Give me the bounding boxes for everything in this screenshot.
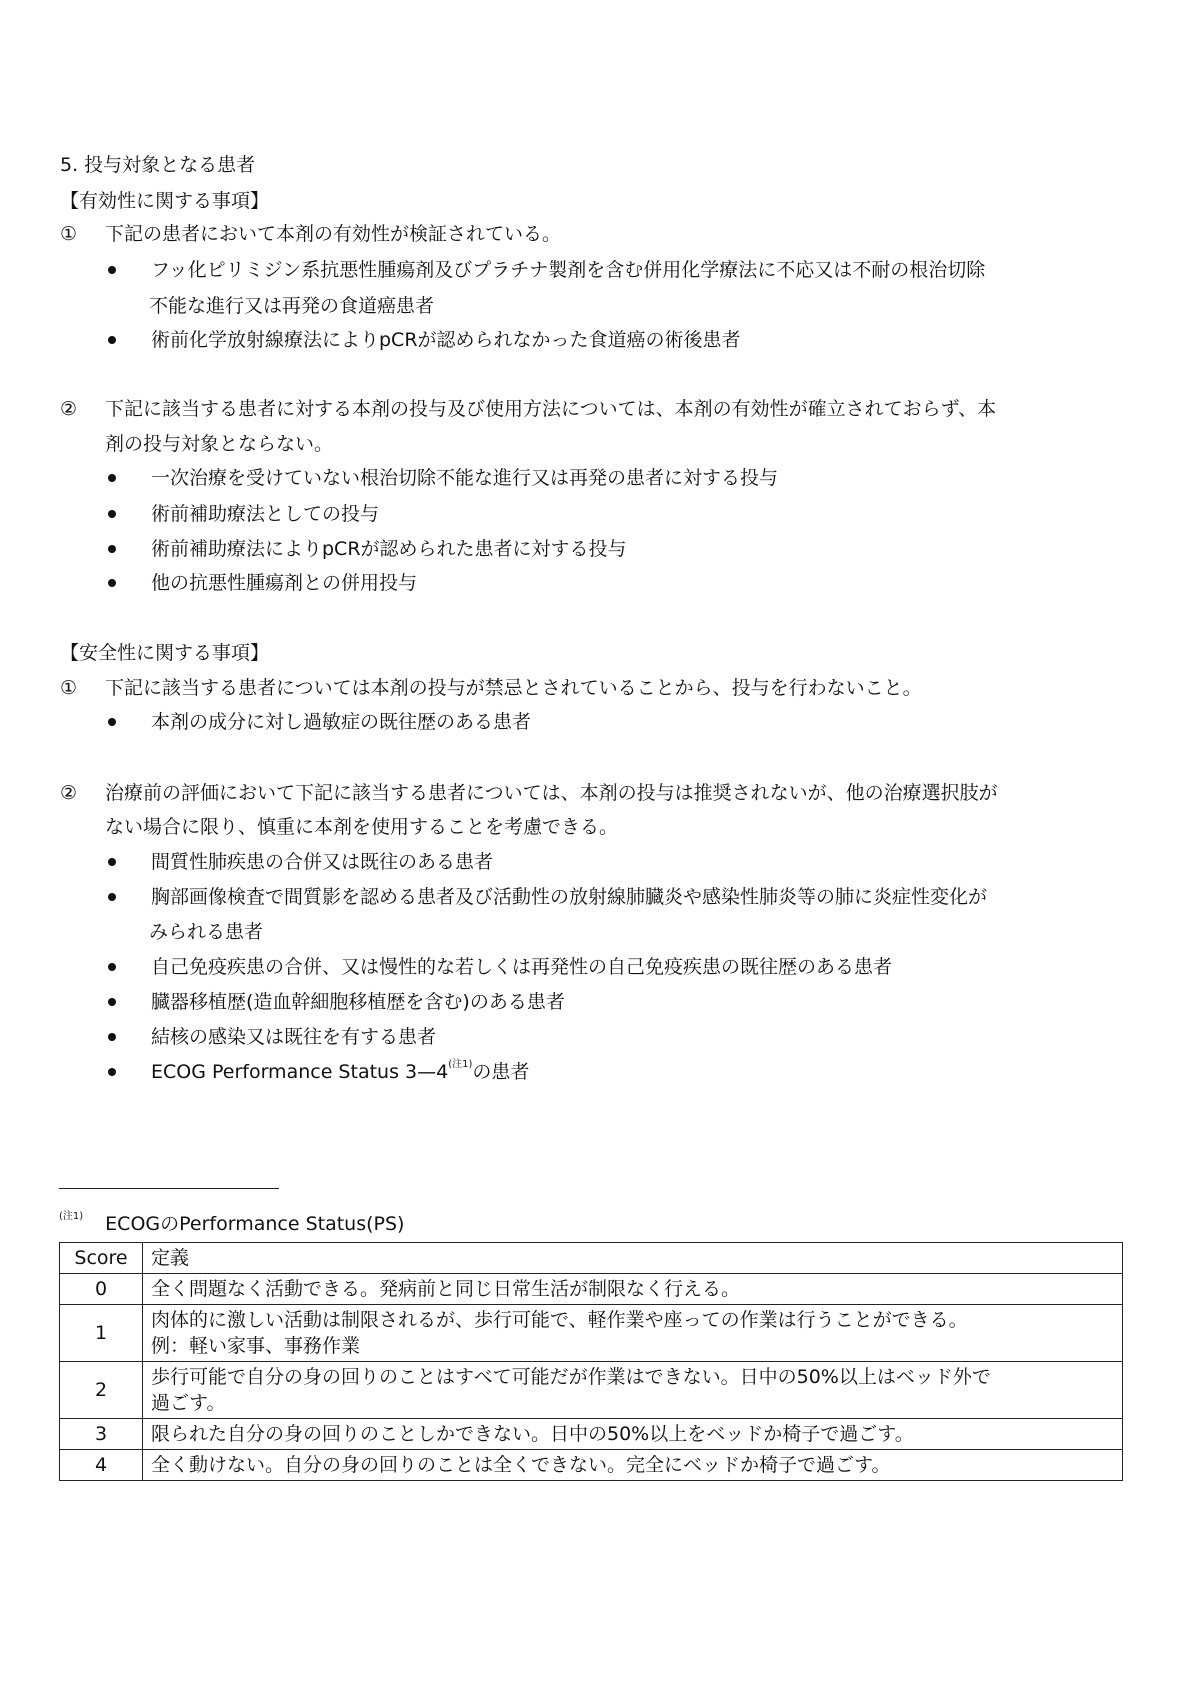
footnote-title: ECOGのPerformance Status(PS) [105,1213,405,1235]
list-item: 本剤の成分に対し過敏症の既往歴のある患者 [151,711,532,733]
list-item: 間質性肺疾患の合併又は既往のある患者 [151,851,494,873]
bullet-icon [108,998,116,1006]
definition-line: 過ごす。 [151,1392,226,1414]
list-item: 結核の感染又は既往を有する患者 [151,1026,437,1048]
table-header-row [60,1243,1123,1274]
bullet-icon [108,963,116,971]
definition-cell [143,1450,1123,1481]
definition-line: 肉体的に激しい活動は制限されるが、歩行可能で、軽作業や座っての作業は行うことができる。 [151,1309,968,1331]
bullet-icon [108,510,116,518]
table-row [60,1419,1123,1450]
item-marker: ② [60,398,78,420]
definition-cell [143,1305,1123,1362]
ecog-table [59,1242,1123,1481]
footnote-caption [59,1212,404,1236]
footnote-mark: (注1) [59,1211,84,1222]
definition-cell [143,1419,1123,1450]
list-item-cont: 不能な進行又は再発の食道癌患者 [149,295,435,317]
list-item: 術前補助療法としての投与 [151,503,380,525]
header-definition: 定義 [143,1243,1123,1274]
item-text-cont: 剤の投与対象とならない。 [105,433,334,455]
safety-heading: 【安全性に関する事項】 [60,642,270,664]
score-cell: 1 [60,1305,143,1362]
score-cell: 0 [60,1274,143,1305]
score-cell: 4 [60,1450,143,1481]
score-cell: 2 [60,1362,143,1419]
definition-cell [143,1274,1123,1305]
bullet-icon [108,545,116,553]
efficacy-heading: 【有効性に関する事項】 [60,190,270,212]
bullet-icon [108,858,116,866]
item-text: 下記の患者において本剤の有効性が検証されている。 [105,223,562,245]
item-text: 下記に該当する患者に対する本剤の投与及び使用方法については、本剤の有効性が確立されておらず、本 [105,398,997,420]
footnote-divider [59,1188,279,1189]
definition-line: 全く動けない。自分の身の回りのことは全くできない。完全にベッドか椅子で過ごす。 [151,1454,891,1476]
item-marker: ① [60,677,78,699]
definition-cell [143,1362,1123,1419]
table-row [60,1450,1123,1481]
item-text: 下記に該当する患者については本剤の投与が禁忌とされていることから、投与を行わないこと。 [105,677,922,699]
list-item-cont: みられる患者 [149,921,264,943]
item-marker: ② [60,782,78,804]
table-row [60,1274,1123,1305]
score-cell: 3 [60,1419,143,1450]
ecog-suffix: の患者 [472,1061,530,1083]
item-marker: ① [60,223,78,245]
definition-line: 歩行可能で自分の身の回りのことはすべて可能だが作業はできない。日中の50%以上はベッド外で [151,1366,991,1388]
header-score: Score [60,1243,143,1274]
table-row [60,1362,1123,1419]
list-item: 術前補助療法によりpCRが認められた患者に対する投与 [151,538,627,560]
list-item: 臓器移植歴(造血幹細胞移植歴を含む)のある患者 [151,991,565,1013]
list-item: 術前化学放射線療法によりpCRが認められなかった食道癌の術後患者 [151,329,741,351]
bullet-icon [108,718,116,726]
item-text-cont: ない場合に限り、慎重に本剤を使用することを考慮できる。 [105,816,619,838]
list-item: 他の抗悪性腫瘍剤との併用投与 [151,572,418,594]
list-item: 一次治療を受けていない根治切除不能な進行又は再発の患者に対する投与 [151,467,779,489]
definition-line: 限られた自分の身の回りのことしかできない。日中の50%以上をベッドか椅子で過ごす。 [151,1423,914,1445]
list-item: 胸部画像検査で間質影を認める患者及び活動性の放射線肺臓炎や感染性肺炎等の肺に炎症性変化が [151,886,988,908]
definition-line: 例：軽い家事、事務作業 [151,1335,361,1357]
bullet-icon [108,266,116,274]
section-title: 5. 投与対象となる患者 [60,154,256,176]
bullet-icon [108,1033,116,1041]
bullet-icon [108,474,116,482]
bullet-icon [108,893,116,901]
bullet-icon [108,1068,116,1076]
definition-line: 全く問題なく活動できる。発病前と同じ日常生活が制限なく行える。 [151,1278,741,1300]
footnote-ref[interactable]: (注1) [448,1059,473,1070]
list-item: フッ化ピリミジン系抗悪性腫瘍剤及びプラチナ製剤を含む併用化学療法に不応又は不耐の根治切除 [151,259,986,281]
ecog-text: ECOG Performance Status 3—4 [151,1061,449,1083]
table-row [60,1305,1123,1362]
bullet-icon [108,579,116,587]
list-item: 自己免疫疾患の合併、又は慢性的な若しくは再発性の自己免疫疾患の既往歴のある患者 [151,956,893,978]
bullet-icon [108,336,116,344]
list-item-ecog [151,1060,529,1084]
item-text: 治療前の評価において下記に該当する患者については、本剤の投与は推奨されないが、他の治療選択肢が [105,782,998,804]
